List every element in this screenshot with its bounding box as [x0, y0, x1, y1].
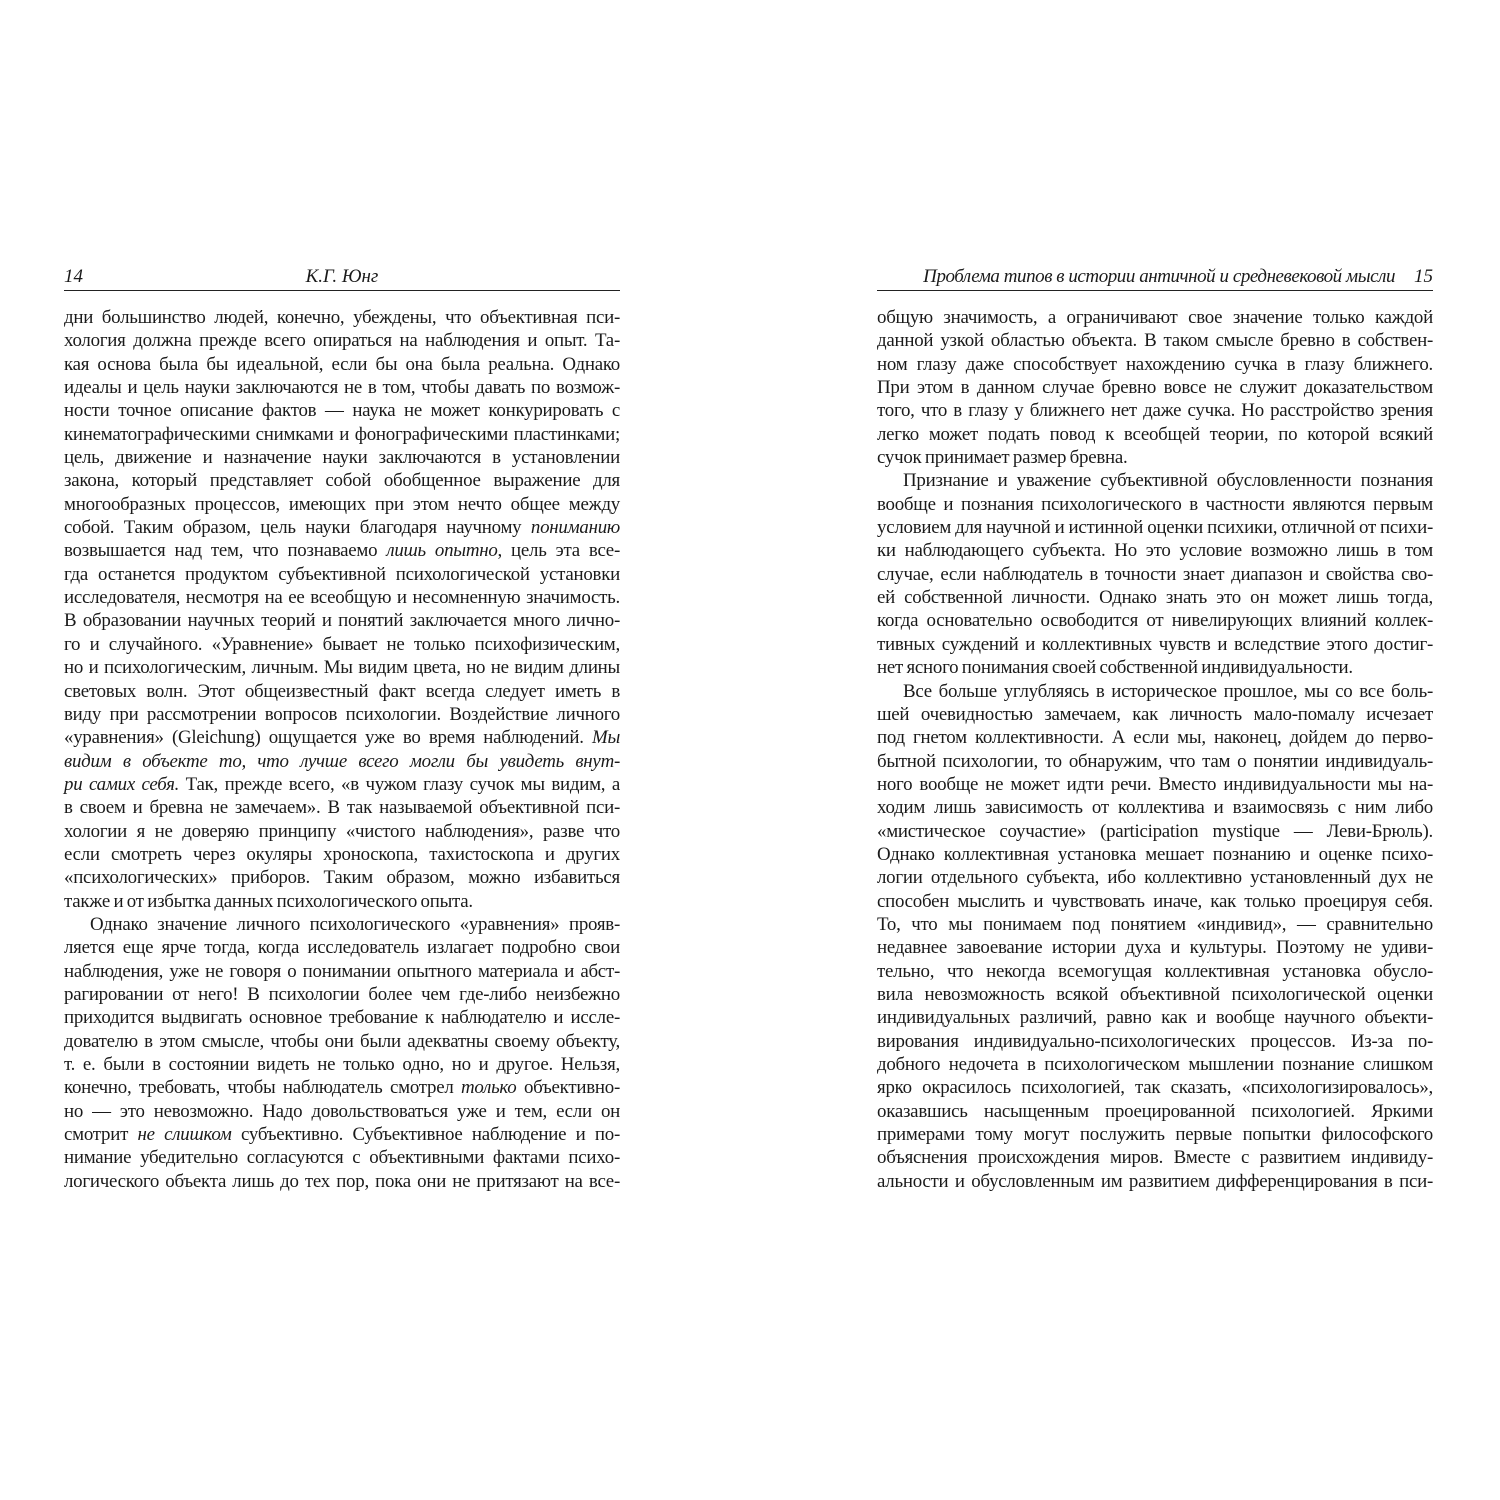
text-line: [64, 960, 620, 983]
text-segment: «мистическое соучастие» (participation mystique — Леви-Брюль).: [877, 820, 1433, 842]
text-line: [877, 726, 1433, 749]
text-line: [877, 609, 1433, 632]
text-line: [877, 469, 1433, 492]
text-segment: приходится выдвигать основное требование к наблюдателю и иссле-: [64, 1007, 620, 1029]
text-line: [877, 843, 1433, 866]
text-segment: Однако коллективная установка мешает познанию и оценке психо-: [877, 843, 1433, 865]
text-line: [877, 399, 1433, 422]
text-segment: шей очевидностью замечаем, как личность мало-помалу исчезает: [877, 703, 1433, 725]
text-line: [64, 656, 620, 679]
text-segment: ного вообще не может идти речи. Вместо индивидуальности мы на-: [877, 773, 1433, 795]
text-segment: кинематографическими снимками и фонографическими пластинками;: [64, 423, 620, 445]
text-segment: ей собственной личности. Однако знать это он может лишь тогда,: [877, 587, 1433, 609]
text-line: [64, 1053, 620, 1076]
text-segment: легко может подать повод к всеобщей теории, по которой всякий: [877, 423, 1433, 445]
text-line: [64, 423, 620, 446]
text-segment: идеалы и цель науки заключаются не в том, чтобы давать по возмож-: [64, 377, 620, 399]
text-segment: тельно, что некогда всемогущая коллективная установка обусло-: [877, 960, 1433, 982]
text-line: [877, 446, 1433, 469]
text-segment: индивидуальных различий, равно как и вообще научного объекти-: [877, 1007, 1433, 1029]
text-line: [877, 983, 1433, 1006]
text-segment: также и от избытка данных психологического опыта.: [64, 890, 473, 912]
text-segment: цель, движение и назначение науки заключаются в установлении: [64, 447, 620, 469]
text-line: [64, 1123, 620, 1146]
text-line: [64, 680, 620, 703]
text-segment: логии отдельного субъекта, ибо коллективно установленный дух не: [877, 867, 1433, 889]
text-segment: альности и обусловленным им развитием дифференцирования в пси-: [877, 1170, 1433, 1192]
italic-text: не слишком: [137, 1124, 232, 1146]
text-line: [64, 936, 620, 959]
text-line: [877, 890, 1433, 913]
text-line: [64, 796, 620, 819]
text-line: [877, 633, 1433, 656]
italic-text: пониманию: [530, 517, 620, 539]
text-segment: ярко окрасилось психологией, так сказать, «психологизировалось»,: [877, 1077, 1433, 1099]
running-head-chapter-title: Проблема типов в истории античной и средневековой мысли: [923, 266, 1395, 287]
text-segment: хология должна прежде всего опираться на наблюдения и опыт. Та-: [64, 330, 620, 352]
text-segment: многообразных процессов, имеющих при этом нечто общее между: [64, 493, 620, 515]
text-line: [877, 750, 1433, 773]
text-segment: То, что мы понимаем под понятием «индивид», — сравнительно: [877, 913, 1433, 935]
page-number: 15: [1414, 266, 1433, 287]
text-segment: смотрит: [64, 1124, 138, 1146]
text-line: [877, 539, 1433, 562]
text-segment: но — это невозможно. Надо довольствоваться уже и тем, если он: [64, 1100, 620, 1122]
text-line: [877, 656, 1433, 679]
text-line: [877, 563, 1433, 586]
text-segment: конечно, требовать, чтобы наблюдатель смотрел: [64, 1077, 461, 1099]
text-segment: виду при рассмотрении вопросов психологии. Воздействие личного: [64, 703, 620, 725]
text-segment: Признание и уважение субъективной обусловленности познания: [903, 470, 1433, 492]
text-line: [64, 983, 620, 1006]
text-segment: нимание убедительно согласуются с объективными фактами психо-: [64, 1147, 620, 1169]
text-segment: данной узкой областью объекта. В таком смысле бревно в собствен-: [877, 330, 1433, 352]
text-segment: но и психологическим, личным. Мы видим цвета, но не видим длины: [64, 657, 620, 679]
running-header: [877, 264, 1433, 291]
italic-text: только: [460, 1077, 517, 1099]
text-line: [877, 306, 1433, 329]
text-segment: Все больше углубляясь в историческое прошлое, мы со все боль-: [903, 680, 1433, 702]
text-segment: общую значимость, а ограничивают свое значение только каждой: [877, 307, 1433, 328]
page-body: [877, 306, 1433, 1193]
text-line: [877, 960, 1433, 983]
text-line: [877, 820, 1433, 843]
text-line: [877, 1053, 1433, 1076]
text-segment: рагировании от него! В психологии более чем где-либо неизбежно: [64, 983, 620, 1005]
text-line: [877, 423, 1433, 446]
text-line: [64, 1006, 620, 1029]
text-line: [877, 493, 1433, 516]
text-line: [64, 586, 620, 609]
running-header: [64, 264, 620, 291]
text-line: [877, 936, 1433, 959]
text-line: [64, 609, 620, 632]
text-line: [64, 376, 620, 399]
text-segment: логического объекта лишь до тех пор, пока они не притязают на все-: [64, 1170, 620, 1192]
text-segment: Однако значение личного психологического «уравнения» прояв-: [90, 913, 620, 935]
text-segment: ности точное описание фактов — наука не может конкурировать с: [64, 400, 620, 422]
text-line: [877, 913, 1433, 936]
text-line: [64, 469, 620, 492]
text-segment: ки наблюдающего субъекта. Но это условие возможно лишь в том: [877, 540, 1433, 562]
text-line: [64, 1100, 620, 1123]
text-line: [64, 446, 620, 469]
text-line: [64, 563, 620, 586]
text-segment: добного недочета в психологическом мышлении познание слишком: [877, 1054, 1433, 1075]
italic-text: Мы: [591, 727, 620, 749]
text-line: [877, 1030, 1433, 1053]
text-line: [877, 329, 1433, 352]
text-segment: В образовании научных теорий и понятий заключается много лично-: [64, 610, 620, 632]
text-segment: когда основательно освободится от нивелирующих влияний коллек-: [877, 610, 1433, 632]
text-segment: недавнее завоевание истории духа и культуры. Поэтому не удиви-: [877, 937, 1433, 959]
text-segment: закона, который представляет собой обобщенное выражение для: [64, 470, 620, 492]
right-page: [877, 264, 1433, 1193]
text-line: [64, 703, 620, 726]
text-segment: примерами тому могут послужить первые попытки философского: [877, 1124, 1433, 1146]
text-segment: субъективно. Субъективное наблюдение и по-: [231, 1124, 620, 1146]
text-segment: кая основа была бы идеальной, если бы она была реальна. Однако: [64, 353, 620, 375]
text-segment: оказавшись насыщенным проецированной психологией. Яркими: [877, 1100, 1433, 1122]
text-line: [64, 539, 620, 562]
text-line: [64, 1076, 620, 1099]
text-line: [877, 866, 1433, 889]
text-line: [64, 1146, 620, 1169]
text-line: [64, 633, 620, 656]
text-segment: ходим лишь зависимость от коллектива и взаимосвязь с ним либо: [877, 797, 1433, 819]
text-segment: гда останется продуктом субъективной психологической установки: [64, 563, 620, 585]
text-line: [877, 1076, 1433, 1099]
text-line: [64, 1030, 620, 1053]
page-number: 14: [64, 266, 83, 287]
text-segment: нет ясного понимания своей собственной индивидуальности.: [877, 657, 1353, 679]
text-segment: го и случайного. «Уравнение» бывает не только психофизическим,: [64, 633, 620, 655]
text-line: [64, 306, 620, 329]
text-line: [877, 353, 1433, 376]
text-line: [64, 820, 620, 843]
text-segment: вила невозможность всякой объективной психологической оценки: [877, 983, 1433, 1005]
text-segment: возвышается над тем, что познаваемо: [64, 540, 387, 562]
text-segment: условием для научной и истинной оценки психики, отличной от психи-: [877, 517, 1433, 539]
text-segment: случае, если наблюдатель в точности знает диапазон и свойства сво-: [877, 563, 1433, 585]
text-line: [64, 750, 620, 773]
text-segment: под гнетом коллективности. А если мы, наконец, дойдем до перво-: [877, 727, 1433, 749]
text-line: [877, 1123, 1433, 1146]
text-line: [64, 913, 620, 936]
text-segment: т. е. были в состоянии видеть не только одно, но и другое. Нельзя,: [64, 1054, 620, 1075]
text-line: [64, 890, 620, 913]
text-line: [877, 680, 1433, 703]
text-segment: сучок принимает размер бревна.: [877, 447, 1128, 469]
text-line: [64, 1170, 620, 1193]
text-line: [877, 1006, 1433, 1029]
text-segment: объективно-: [516, 1077, 620, 1099]
text-segment: ном глазу даже способствует нахождению сучка в глазу ближнего.: [877, 353, 1433, 375]
text-segment: вообще и познания психологического в частности являются первым: [877, 493, 1433, 515]
text-segment: При этом в данном случае бревно вовсе не служит доказательством: [877, 377, 1433, 399]
text-segment: дователю в этом смысле, чтобы они были адекватны своему объекту,: [64, 1030, 620, 1052]
text-line: [64, 866, 620, 889]
italic-text: ри самих себя.: [64, 773, 180, 795]
text-line: [64, 399, 620, 422]
text-line: [64, 493, 620, 516]
text-line: [877, 586, 1433, 609]
text-segment: способен мыслить и чувствовать иначе, как только проецируя себя.: [877, 890, 1433, 912]
text-line: [877, 516, 1433, 539]
text-line: [64, 843, 620, 866]
text-segment: наблюдения, уже не говоря о понимании опытного материала и абст-: [64, 960, 620, 982]
running-head-author: К.Г. Юнг: [305, 266, 379, 287]
text-segment: собой. Таким образом, цель науки благодаря научному: [64, 517, 531, 539]
text-segment: объяснения происхождения миров. Вместе с развитием индивиду-: [877, 1147, 1433, 1169]
page-body: [64, 306, 620, 1193]
text-line: [64, 726, 620, 749]
text-segment: световых волн. Этот общеизвестный факт всегда следует иметь в: [64, 680, 620, 702]
text-line: [877, 703, 1433, 726]
text-line: [877, 1146, 1433, 1169]
text-line: [877, 796, 1433, 819]
text-segment: если смотреть через окуляры хроноскопа, тахистоскопа и других: [64, 843, 620, 865]
text-line: [64, 353, 620, 376]
text-line: [64, 329, 620, 352]
text-segment: тивных суждений и коллективных чувств и вследствие этого достиг-: [877, 633, 1433, 655]
text-segment: ляется еще ярче тогда, когда исследователь излагает подробно свои: [64, 937, 620, 959]
text-line: [877, 773, 1433, 796]
italic-text: лишь опытно: [386, 540, 498, 562]
text-line: [877, 1100, 1433, 1123]
text-segment: того, что в глазу у ближнего нет даже сучка. Но расстройство зрения: [877, 400, 1433, 422]
text-segment: вирования индивидуально-психологических процессов. Из-за по-: [877, 1030, 1433, 1052]
text-segment: Так, прежде всего, «в чужом глазу сучок мы видим, а: [179, 773, 620, 795]
left-page: [64, 264, 620, 1193]
italic-text: видим в объекте то, что лучше всего могли бы увидеть внут-: [64, 750, 620, 772]
text-segment: , цель эта все-: [497, 540, 620, 562]
text-line: [877, 1170, 1433, 1193]
text-segment: «уравнения» (Gleichung) ощущается уже во время наблюдений.: [64, 727, 592, 749]
text-segment: исследователя, несмотря на ее всеобщую и несомненную значимость.: [64, 587, 620, 609]
text-segment: в своем и бревна не замечаем». В так называемой объективной пси-: [64, 797, 620, 819]
text-line: [64, 516, 620, 539]
text-line: [64, 773, 620, 796]
text-segment: хологии я не доверяю принципу «чистого наблюдения», разве что: [64, 820, 620, 842]
text-segment: «психологических» приборов. Таким образом, можно избавиться: [64, 867, 620, 889]
text-line: [877, 376, 1433, 399]
text-segment: дни большинство людей, конечно, убеждены, что объективная пси-: [64, 307, 620, 328]
text-segment: бытной психологии, то обнаружим, что там о понятии индивидуаль-: [877, 750, 1433, 772]
